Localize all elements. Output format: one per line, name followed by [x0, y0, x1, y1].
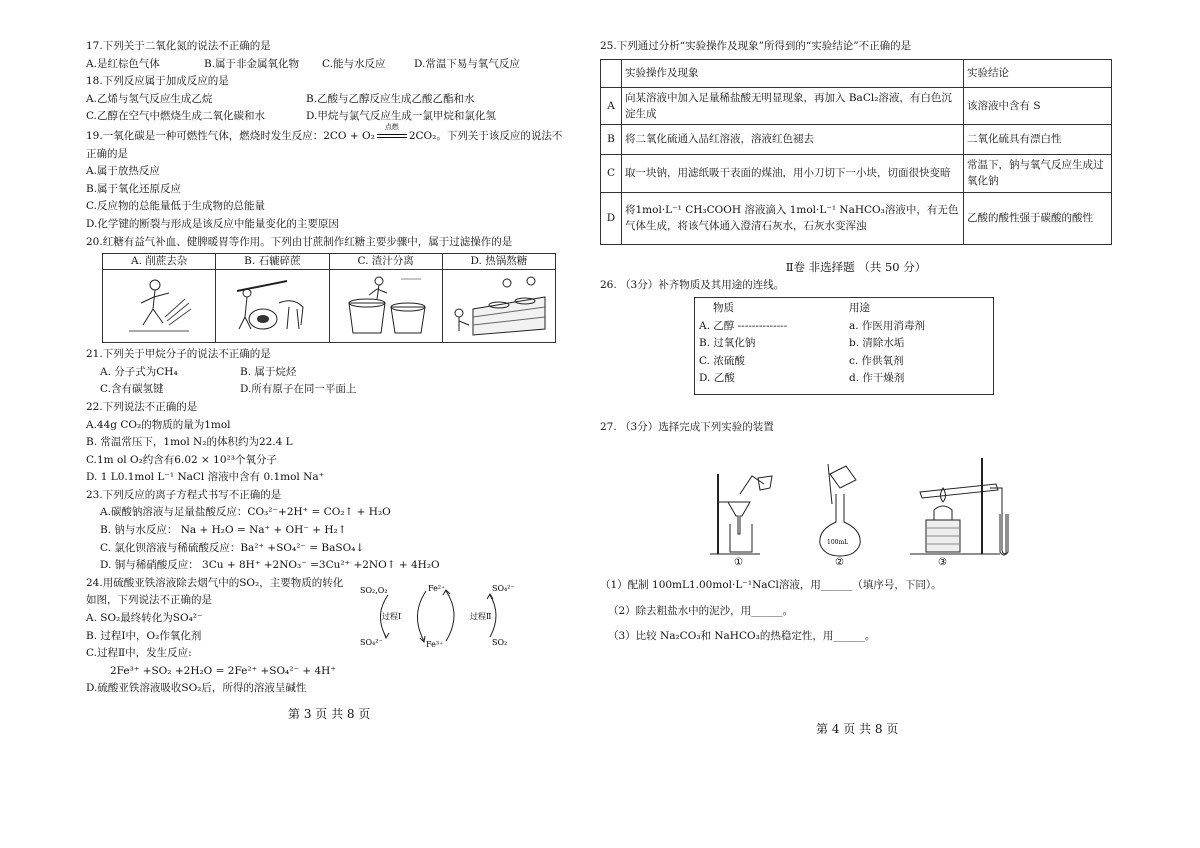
q22-option-c: C.1m ol O₂约含有6.02 × 10²³个氧分子: [86, 453, 277, 466]
q21-option-d: D.所有原子在同一平面上: [240, 383, 357, 396]
q20-caption-c: C. 渣汁分离: [330, 254, 442, 270]
apparatus-label-2: ②: [835, 557, 844, 567]
page-footer-left: 第 3 页 共 8 页: [288, 707, 371, 721]
q22-option-b: B. 常温常压下，1mol N₂的体积约为22.4 L: [86, 436, 293, 449]
q26-column-heads: [699, 300, 989, 318]
q24-block: [86, 575, 586, 698]
apparatus-3-heating: [910, 458, 1008, 566]
q25-row-c-label: C: [601, 154, 622, 192]
q23-option-b: B. 钠与水反应： Na + H₂O = Na⁺ + OH⁻ + H₂↑: [100, 524, 347, 537]
q17-option-c: C.能与水反应: [322, 57, 386, 70]
q26-row-4: [699, 370, 989, 388]
q25-header-operation: 实验操作及现象: [622, 59, 964, 87]
q19-stem-part2: 2CO₂。下列关于该反应的说法不: [408, 129, 563, 142]
q25-row-d: [601, 192, 1112, 244]
q26-use-a: a. 作医用消毒剂: [849, 319, 925, 332]
q26-use-c: c. 作供氧剂: [849, 354, 904, 367]
q25-row-b-operation: 将二氧化硫通入品红溶液，溶液红色褪去: [622, 124, 964, 154]
q21-option-c: C.含有碳氢键: [100, 383, 164, 396]
q22-stem: 22.下列说法不正确的是: [86, 400, 198, 413]
q23-stem: 23.下列反应的离子方程式书写不正确的是: [86, 488, 282, 501]
q20-caption-b: B. 石辘碎蔗: [216, 254, 328, 270]
q17-option-d: D.常温下易与氧气反应: [414, 57, 520, 70]
q20-image-strip: [102, 253, 556, 343]
q26-substance-a: A. 乙醇 --------------: [699, 319, 788, 332]
q24-stem-cont: 如图，下列说法不正确的是: [86, 594, 212, 607]
q25-row-d-operation: 将1mol·L⁻¹ CH₃COOH 溶液滴入 1mol·L⁻¹ NaHCO₃溶液中，有无色气体生成，将该气体通入澄清石灰水，石灰水变浑浊: [622, 192, 964, 244]
q24-diagram-fe3: Fe³⁺: [426, 639, 444, 649]
q26-stem: 26. （3分）补齐物质及其用途的连线。: [600, 278, 785, 291]
q24-diagram-fe2: Fe²⁺: [428, 583, 446, 593]
q25-header-row: [601, 59, 1112, 87]
q21-stem: 21.下列关于甲烷分子的说法不正确的是: [86, 348, 271, 361]
q18-stem: 18.下列反应属于加成反应的是: [86, 75, 229, 88]
q21-option-a: A. 分子式为CH₄: [100, 365, 178, 378]
q19-option-c: C.反应物的总能量低于生成物的总能量: [86, 200, 265, 213]
q20-picture-d: [443, 270, 555, 342]
q17-option-a: A.是红棕色气体: [86, 57, 160, 70]
q18-options-row2: [86, 108, 586, 126]
q18-option-b: B.乙酸与乙醇反应生成乙酸乙酯和水: [306, 92, 475, 105]
q19-stem-cont: 正确的是: [86, 147, 128, 160]
q27-sub-3: （3）比较 Na₂CO₃和 NaHCO₃的热稳定性，用______。: [608, 630, 876, 643]
q25-row-c: [601, 154, 1112, 192]
q25-row-a-conclusion: 该溶液中含有 S: [964, 87, 1112, 124]
q26-row-2: [699, 335, 989, 353]
q26-substance-c: C. 浓硫酸: [699, 354, 745, 367]
q24-diagram-so4-left: SO₄²⁻: [360, 637, 383, 647]
q26-matching-box: [694, 297, 994, 395]
q27-sub-1: （1）配制 100mL1.00mol·L⁻¹NaCl溶液，用______（填序号，下同）。: [600, 579, 942, 592]
q24-stem: 24.用硫酸亚铁溶液除去烟气中的SO₂，主要物质的转化: [86, 576, 344, 589]
apparatus-2-flask-label: 100mL: [827, 539, 849, 547]
q25-row-b-conclusion: 二氧化硫具有漂白性: [964, 124, 1112, 154]
q26-head-substance: 物质: [713, 302, 734, 315]
q20-cell-b: [216, 254, 329, 342]
apparatus-1-filtration: [710, 474, 772, 566]
q25-header-conclusion: 实验结论: [964, 59, 1112, 87]
q20-picture-b: [216, 270, 328, 342]
q25-row-a-label: A: [601, 87, 622, 124]
q23-option-d: D. 铜与稀硝酸反应： 3Cu + 8H⁺ +2NO₃⁻ =3Cu²⁺ +2NO↑ + 4H₂O: [100, 559, 440, 572]
q24-option-a: A. SO₂最终转化为SO₄²⁻: [86, 612, 203, 625]
q25-row-d-label: D: [601, 192, 622, 244]
q19-arrow: [375, 122, 409, 146]
q25-row-a-operation: 向某溶液中加入足量稀盐酸无明显现象，再加入 BaCl₂溶液，有白色沉淀生成: [622, 87, 964, 124]
q24-diagram-process2: 过程Ⅱ: [470, 611, 492, 621]
q24-option-c: C.过程Ⅱ中，发生反应:: [86, 647, 192, 660]
q26-use-b: b. 清除水垢: [849, 337, 905, 350]
q25-row-c-conclusion: 常温下，钠与氧气反应生成过氧化钠: [964, 154, 1112, 192]
left-column: [86, 38, 586, 698]
q20-cell-c: [330, 254, 443, 342]
q26-row-3: [699, 353, 989, 371]
q17-stem: 17.下列关于二氧化氮的说法不正确的是: [86, 40, 271, 52]
q26-head-use: 用途: [849, 302, 870, 315]
q23-option-c: C. 氯化钡溶液与稀硫酸反应：Ba²⁺ +SO₄²⁻ = BaSO₄↓: [100, 541, 365, 554]
q25-row-a: [601, 87, 1112, 124]
page-footer-right: 第 4 页 共 8 页: [816, 722, 899, 736]
q21-options-row1: [86, 364, 586, 382]
q20-cell-d: [443, 254, 555, 342]
q25-header-blank: [601, 59, 622, 87]
q26-use-d: d. 作干燥剂: [849, 372, 905, 385]
section-2-title: Ⅱ卷 非选择题 （共 50 分）: [785, 259, 927, 274]
q24-diagram-process1: 过程Ⅰ: [382, 611, 402, 621]
q18-option-a: A.乙烯与氢气反应生成乙烷: [86, 92, 213, 105]
q18-option-d: D.甲烷与氯气反应生成一氯甲烷和氯化氢: [306, 110, 496, 123]
q25-table: [600, 59, 1112, 245]
q18-options-row1: [86, 91, 586, 109]
q21-options-row2: [86, 381, 586, 399]
q26-substance-b: B. 过氧化钠: [699, 337, 756, 350]
q26-substance-d: D. 乙酸: [699, 372, 735, 385]
apparatus-label-1: ①: [734, 557, 743, 567]
q25-row-b-label: B: [601, 124, 622, 154]
q20-picture-c: [330, 270, 442, 342]
apparatus-2-volumetric-flask: [820, 464, 860, 566]
right-column: [600, 38, 1115, 646]
q20-caption-d: D. 热锅熬糖: [443, 254, 555, 270]
q24-option-b: B. 过程Ⅰ中，O₂作氧化剂: [86, 629, 202, 642]
q25-row-c-operation: 取一块钠，用滤纸吸干表面的煤油，用小刀切下一小块，切面很快变暗: [622, 154, 964, 192]
q24-equation: 2Fe³⁺ +SO₂ +2H₂O = 2Fe²⁺ +SO₄²⁻ + 4H⁺: [110, 664, 336, 677]
q20-caption-a: A. 削蔗去杂: [103, 254, 215, 270]
apparatus-label-3: ③: [938, 557, 947, 567]
q19-option-d: D.化学键的断裂与形成是该反应中能量变化的主要原因: [86, 217, 339, 230]
q17-options: [86, 56, 586, 74]
q18-option-c: C.乙醇在空气中燃烧生成二氧化碳和水: [86, 110, 265, 123]
q27-sub-2: （2）除去粗盐水中的泥沙，用______。: [608, 604, 794, 617]
q19-option-a: A.属于放热反应: [86, 165, 160, 178]
q27-apparatus-figure: [700, 454, 1030, 566]
q19-stem: [86, 122, 586, 146]
q26-row-1: [699, 318, 989, 336]
q24-cycle-diagram: [358, 581, 518, 651]
q22-option-d: D. 1 L0.1mol L⁻¹ NaCl 溶液中含有 0.1mol Na⁺: [86, 471, 325, 484]
q20-picture-a: [103, 270, 215, 342]
q21-option-b: B. 属于烷烃: [240, 365, 297, 378]
q20-cell-a: [103, 254, 216, 342]
q22-option-a: A.44g CO₂的物质的量为1mol: [86, 418, 231, 431]
q19-stem-part1: 19.一氧化碳是一种可燃性气体，燃烧时发生反应：2CO + O₂: [86, 129, 375, 142]
q24-diagram-so4-right: SO₄²⁻: [492, 583, 515, 593]
q24-option-d: D.硫酸亚铁溶液吸收SO₂后，所得的溶液呈碱性: [86, 682, 307, 695]
q25-row-b: [601, 124, 1112, 154]
q24-diagram-so2o2: SO₂,O₂: [360, 585, 388, 595]
q25-stem: 25.下列通过分析“实验操作及现象”所得到的“实验结论”不正确的是: [600, 40, 912, 52]
q23-option-a: A.碳酸钠溶液与足量盐酸反应：CO₃²⁻+2H⁺ = CO₂↑ + H₂O: [100, 506, 391, 519]
q19-option-b: B.属于氧化还原反应: [86, 182, 182, 195]
q17-option-b: B.属于非金属氧化物: [204, 57, 300, 70]
q20-stem: 20.红糖有益气补血、健脾暖胃等作用。下列由甘蔗制作红糖主要步骤中，属于过滤操作的是: [86, 235, 513, 248]
q27-stem: 27. （3分）选择完成下列实验的装置: [600, 420, 774, 433]
q19-condition: 点燃: [384, 122, 399, 131]
q24-diagram-so2: SO₂: [492, 637, 508, 647]
q25-row-d-conclusion: 乙酸的酸性强于碳酸的酸性: [964, 192, 1112, 244]
